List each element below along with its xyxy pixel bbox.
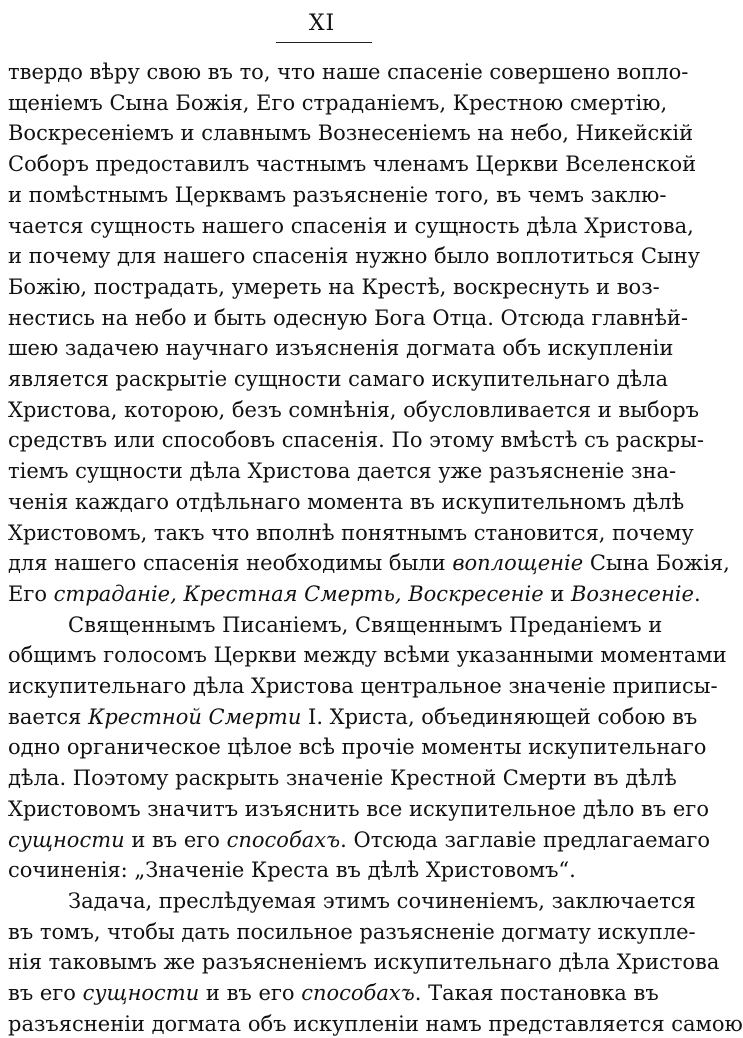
text-line (8, 733, 707, 761)
text-line (8, 580, 701, 608)
line-text: и въ его (199, 981, 302, 1005)
line-text: Сына Божія, (583, 551, 730, 576)
italic-text: способахъ (226, 827, 341, 852)
text-line (8, 672, 718, 700)
line-text: средствъ или способовъ спасенія. По этому вмѣстѣ съ раскры- (8, 428, 704, 453)
text-line (8, 826, 711, 854)
line-text: чается сущность нашего спасенія и сущность дѣла Христова, (8, 213, 694, 238)
line-text: нестись на небо и быть одесную Бога Отца. Отсюда главнѣй- (8, 305, 688, 330)
line-text: является раскрытіе сущности самаго искупительнаго дѣла (8, 367, 668, 391)
line-text: . Отсюда заглавіе предлагаемаго (340, 827, 711, 852)
italic-text: Крестной Смерти (88, 704, 302, 729)
line-text: дѣла. Поэтому раскрыть значеніе Крестной Смерти въ дѣлѣ (8, 766, 677, 791)
line-text: Его (8, 581, 54, 606)
line-text: въ его (8, 981, 83, 1005)
line-text: І. Христа, объединяющей собою въ (301, 704, 698, 729)
italic-text: сущности (82, 981, 200, 1005)
text-line (8, 89, 668, 117)
text-line (8, 795, 709, 823)
line-text: искупительнаго дѣла Христова центральное значеніе приписы- (8, 674, 718, 698)
line-text: Священнымъ Писаніемъ, Священнымъ Преданіемъ и (68, 612, 663, 637)
line-text: Христова, которою, безъ сомнѣнія, обусловливается и выборъ (8, 397, 700, 422)
line-text: твердо вѣру свою въ то, что наше спасеніе совершено вопло- (8, 60, 689, 84)
text-line (8, 948, 720, 976)
italic-text: Вознесеніе (571, 581, 694, 606)
text-line (8, 119, 694, 147)
line-text: общимъ голосомъ Церкви между всѣми указанными моментами (8, 643, 727, 668)
line-text: Задача, преслѣдуемая этимъ сочиненіемъ, заключается (68, 888, 696, 913)
line-text: тіемъ сущности дѣла Христова дается уже разъясненіе зна- (8, 459, 677, 484)
text-line (8, 365, 668, 393)
text-line (8, 918, 696, 946)
line-text: разъясненіи догмата объ искупленіи намъ представляется самою (8, 1011, 743, 1036)
line-text: Воскресеніемъ и славнымъ Вознесеніемъ на небо, Никейскій (8, 121, 694, 146)
italic-text: сущности (8, 827, 125, 852)
line-text: и (543, 581, 571, 606)
line-text: въ томъ, чтобы дать посильное разъясненіе догмату искупле- (8, 919, 696, 944)
page-number: XI (308, 11, 336, 36)
text-line (8, 334, 674, 362)
text-line (8, 457, 677, 485)
text-line (8, 519, 694, 547)
line-text: Божію, пострадать, умереть на Крестѣ, воскреснуть и воз- (8, 274, 660, 299)
text-line (8, 641, 727, 669)
line-text: вается (8, 704, 89, 729)
header-rule (276, 42, 372, 43)
text-line (8, 58, 689, 86)
line-text: и почему для нашего спасенія нужно было воплотиться Сыну (8, 244, 701, 269)
line-text: и въ его (124, 827, 227, 852)
text-line (8, 549, 730, 577)
line-text: щеніемъ Сына Божія, Его страданіемъ, Крестною смертію, (8, 90, 668, 115)
line-text: сочиненія: „Значеніе Креста въ дѣлѣ Христовомъ“. (8, 858, 576, 883)
line-text: ченія каждаго отдѣльнаго момента въ искупительномъ дѣлѣ (8, 489, 685, 514)
italic-text: способахъ (301, 981, 415, 1005)
text-line (8, 242, 701, 270)
text-line (8, 273, 660, 301)
text-line (8, 488, 685, 516)
line-text: Христовомъ, такъ что вполнѣ понятнымъ становится, почему (8, 520, 694, 545)
italic-text: страданіе, Крестная Смерть, Воскресеніе (53, 581, 544, 606)
text-line (8, 426, 704, 454)
line-text: Соборъ предоставилъ частнымъ членамъ Церкви Вселенской (8, 152, 697, 177)
text-line (8, 979, 659, 1007)
line-text: одно органическое цѣлое всѣ прочіе моменты искупительнаго (8, 735, 707, 760)
line-text: нія таковымъ же разъясненіемъ искупительнаго дѣла Христова (8, 950, 720, 975)
text-line (8, 396, 700, 424)
line-text: для нашего спасенія необходимы были (8, 551, 453, 576)
line-text: Христовомъ значитъ изъяснить все искупительное дѣло въ его (8, 796, 709, 821)
line-text: и помѣстнымъ Церквамъ разъясненіе того, въ чемъ заклю- (8, 182, 667, 207)
line-text: шею задачею научнаго изъясненія догмата объ искупленіи (8, 336, 674, 361)
line-text: . (693, 581, 701, 606)
italic-text: воплощеніе (452, 551, 584, 576)
text-line (68, 887, 696, 915)
text-line (8, 150, 697, 178)
text-line (8, 1010, 743, 1038)
text-line (8, 856, 632, 884)
text-line (8, 764, 677, 792)
text-line (8, 703, 698, 731)
text-line (8, 212, 694, 240)
text-line (68, 611, 663, 639)
line-text: . Такая постановка въ (414, 981, 659, 1005)
text-line (8, 304, 688, 332)
text-line (8, 181, 667, 209)
